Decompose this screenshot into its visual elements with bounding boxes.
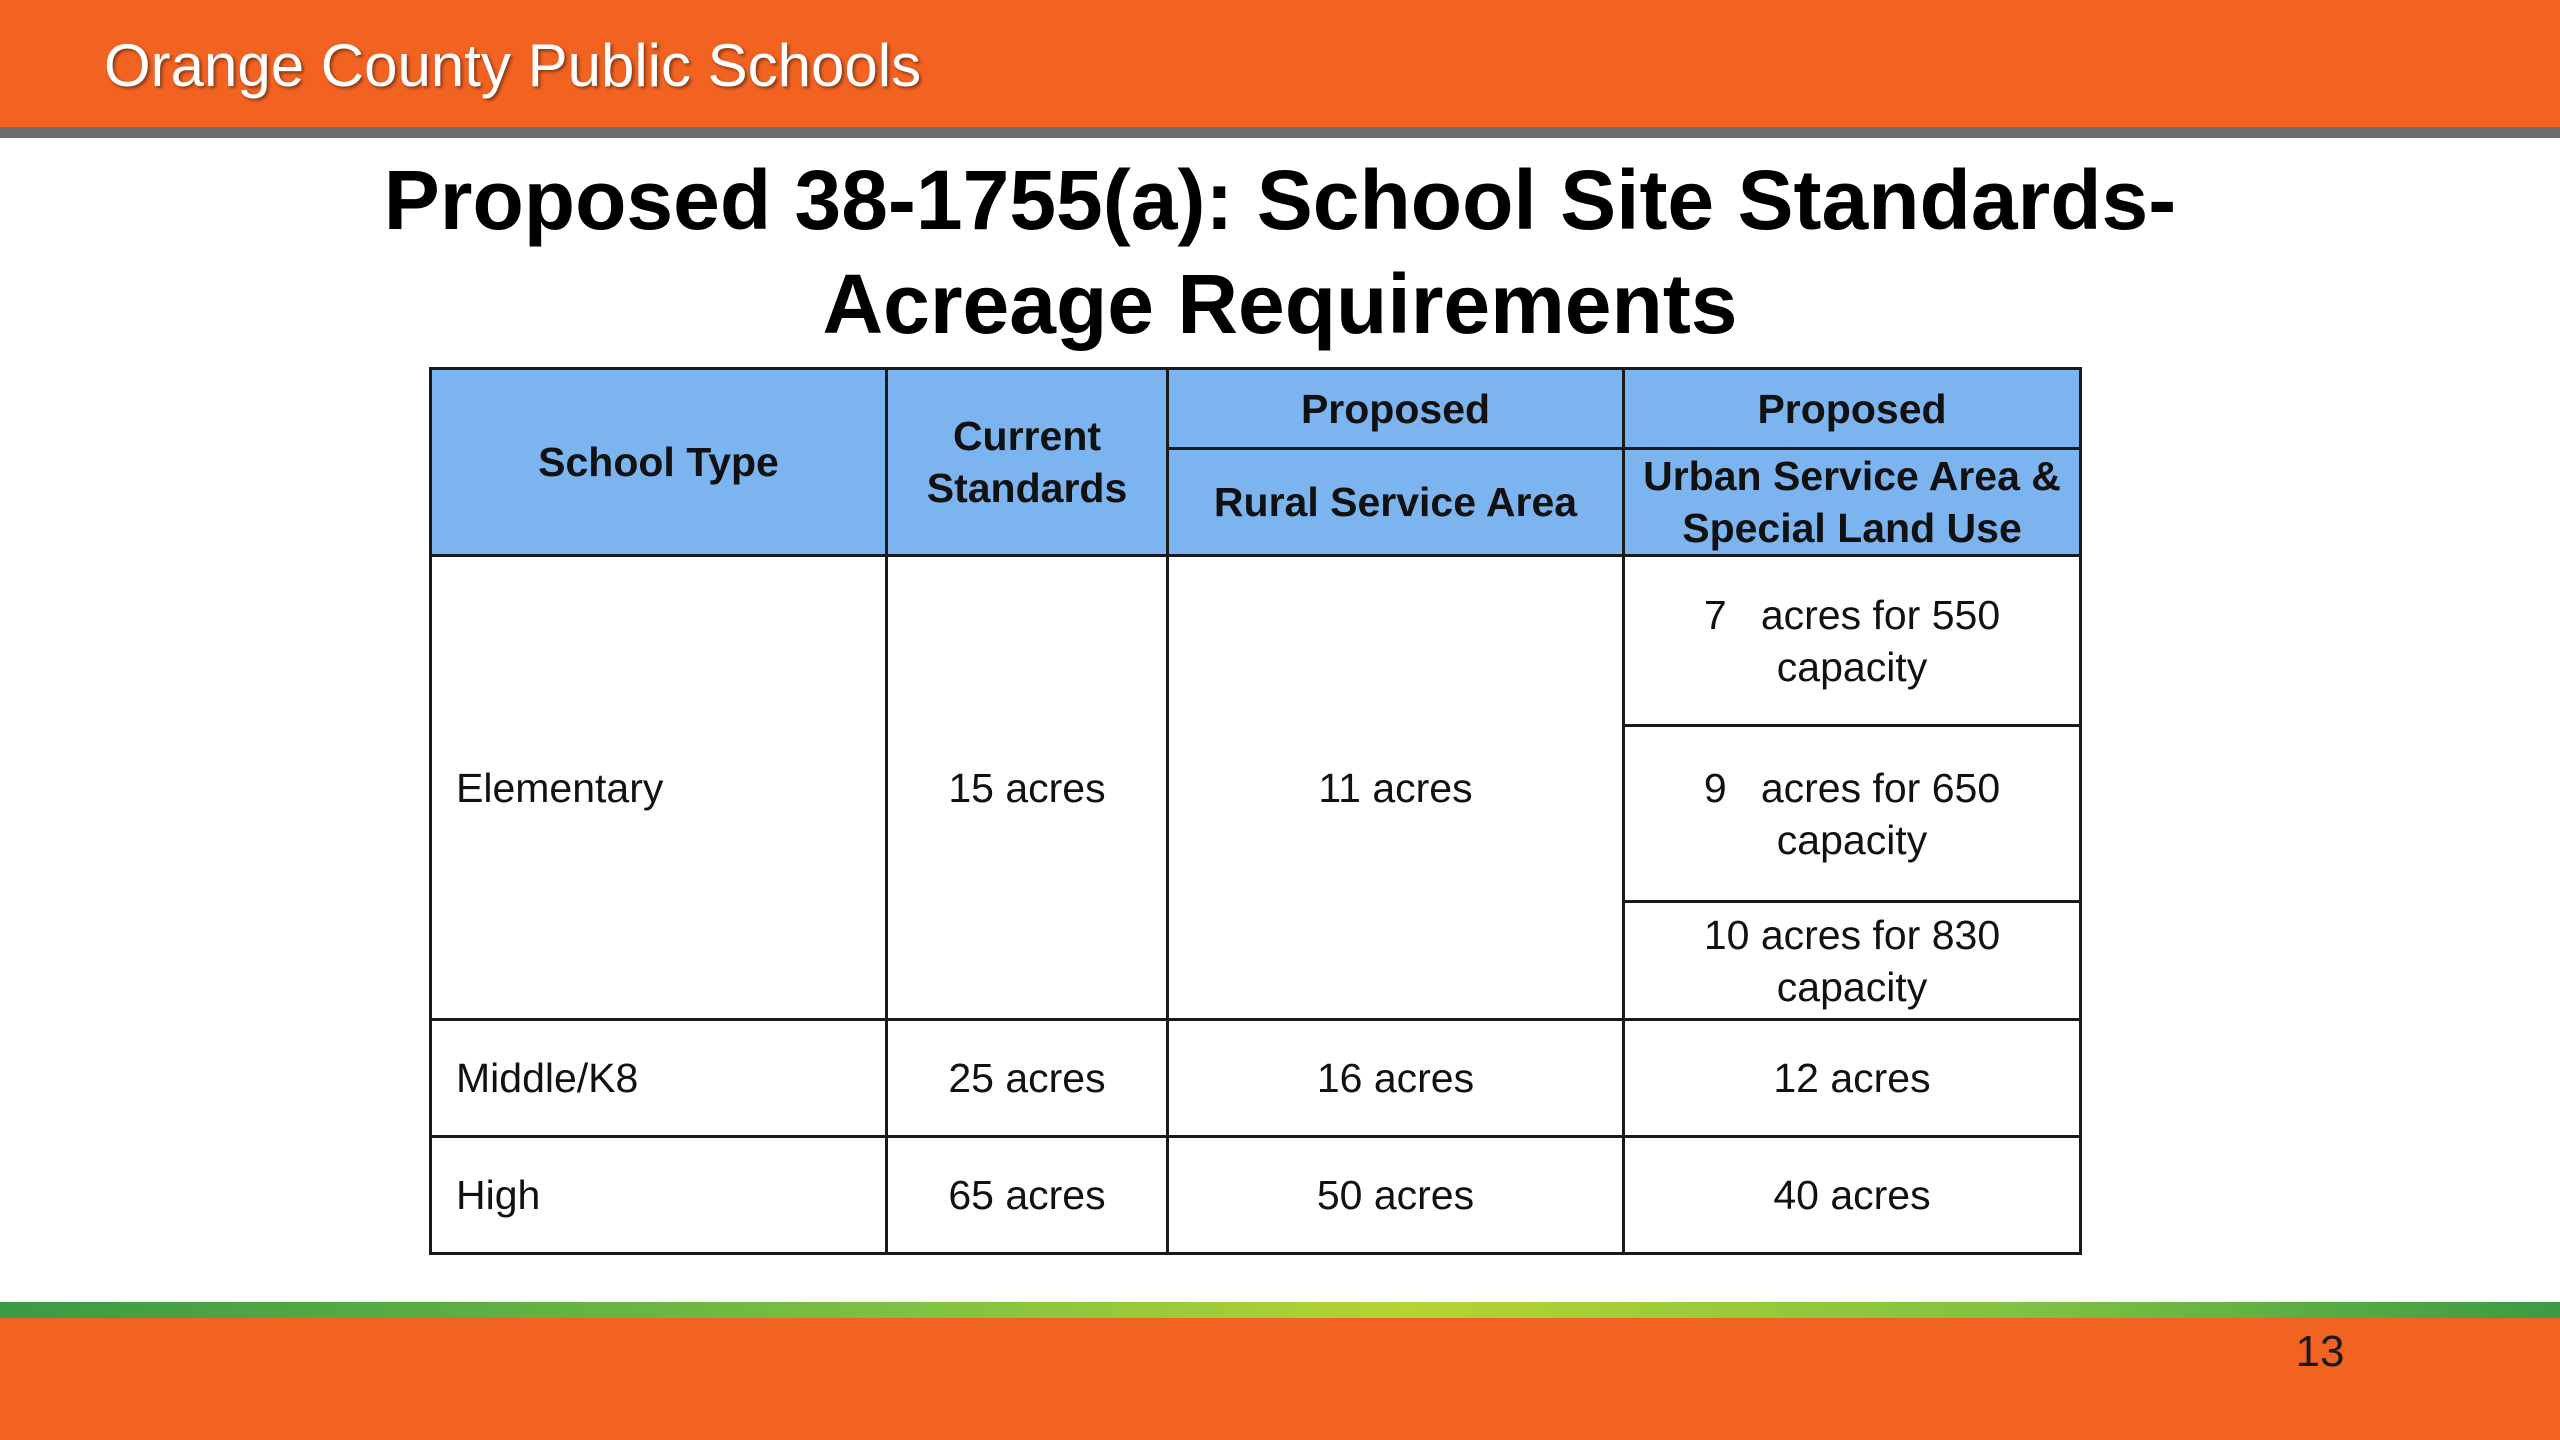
cell-current: 15 acres: [887, 556, 1168, 1020]
table-row: [431, 1020, 2081, 1137]
slide-title: [280, 148, 2280, 356]
footer-band: [0, 1318, 2560, 1440]
table-row: [431, 556, 2081, 726]
cell-urban: 40 acres: [1624, 1137, 2081, 1254]
header-current-standards: Current Standards: [887, 369, 1168, 556]
acreage-table: [429, 367, 2082, 1255]
table-row: [431, 1137, 2081, 1254]
org-name: Orange County Public Schools: [104, 32, 922, 99]
subheader-rural-service-area: Rural Service Area: [1168, 449, 1624, 556]
cell-urban: 12 acres: [1624, 1020, 2081, 1137]
cell-urban: 7 acres for 550 capacity: [1624, 556, 2081, 726]
cell-urban: 9 acres for 650 capacity: [1624, 726, 2081, 902]
header-band: [0, 0, 2560, 127]
header-divider: [0, 127, 2560, 138]
table-header-row: [431, 369, 2081, 449]
cell-current: 25 acres: [887, 1020, 1168, 1137]
header-proposed-rural: Proposed: [1168, 369, 1624, 449]
slide-title-line2: Acreage Requirements: [822, 257, 1738, 351]
cell-school-type: High: [431, 1137, 887, 1254]
cell-current: 65 acres: [887, 1137, 1168, 1254]
subheader-urban-service-area: Urban Service Area & Special Land Use: [1624, 449, 2081, 556]
cell-rural: 50 acres: [1168, 1137, 1624, 1254]
cell-school-type: Elementary: [431, 556, 887, 1020]
cell-rural: 11 acres: [1168, 556, 1624, 1020]
cell-school-type: Middle/K8: [431, 1020, 887, 1137]
header-proposed-urban: Proposed: [1624, 369, 2081, 449]
slide-title-line1: Proposed 38-1755(a): School Site Standards-: [383, 153, 2177, 247]
page-number: 13: [2295, 1327, 2345, 1376]
footer-accent-bar: [0, 1302, 2560, 1318]
cell-rural: 16 acres: [1168, 1020, 1624, 1137]
header-school-type: School Type: [431, 369, 887, 556]
cell-urban: 10 acres for 830 capacity: [1624, 902, 2081, 1020]
